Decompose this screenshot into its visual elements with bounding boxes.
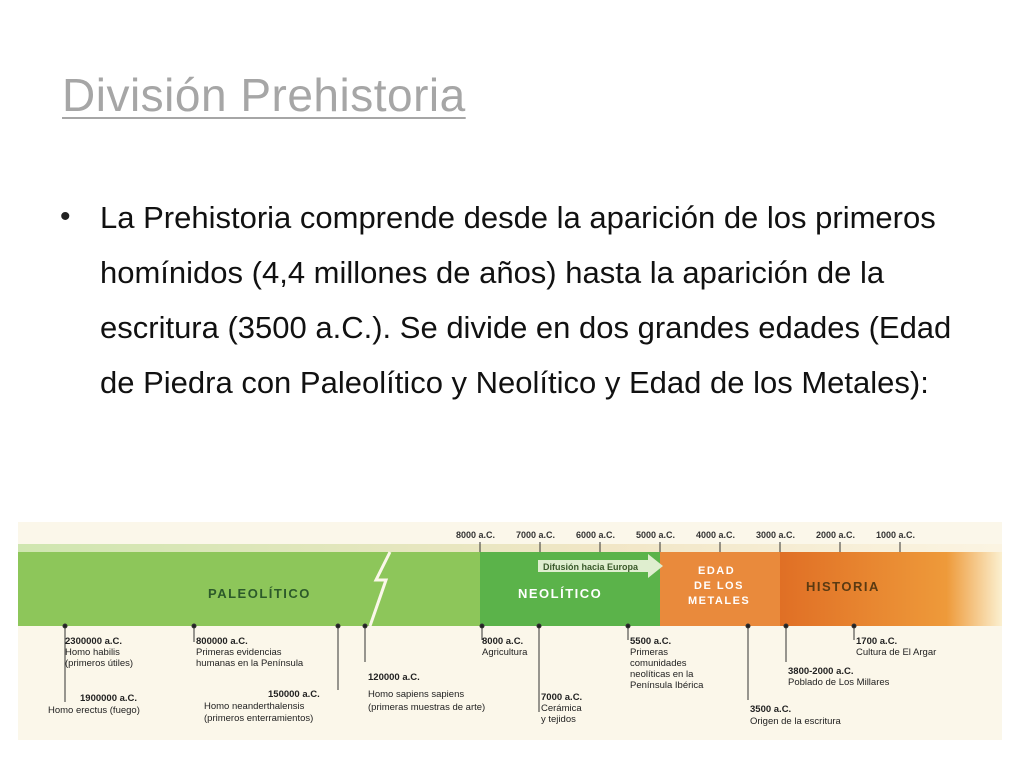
tick-label: 8000 a.C.	[456, 530, 496, 540]
tick-label: 6000 a.C.	[576, 530, 616, 540]
event-date: 3800-2000 a.C.	[788, 666, 854, 677]
event-text: Poblado de Los Millares	[788, 677, 890, 688]
bullet-dot-icon: •	[60, 200, 71, 233]
event-date: 2300000 a.C.	[65, 636, 123, 647]
event-date: 800000 a.C.	[196, 636, 248, 647]
event-date: 1700 a.C.	[856, 636, 898, 647]
event-date: 7000 a.C.	[541, 692, 583, 703]
prehistory-timeline-image	[18, 522, 1002, 740]
tick-label: 7000 a.C.	[516, 530, 556, 540]
slide-title: División Prehistoria	[62, 69, 466, 121]
metales-label-2: DE LOS	[694, 580, 744, 592]
event-text: humanas en la Península	[196, 658, 304, 669]
timeline-svg	[18, 522, 1002, 740]
event-text: Cerámica	[541, 703, 582, 714]
event-text: Primeras	[630, 647, 669, 658]
event-text: neolíticas en la	[630, 669, 694, 680]
paleolitico-label: PALEOLÍTICO	[208, 586, 311, 601]
tick-label: 1000 a.C.	[876, 530, 916, 540]
event-text: (primeros enterramientos)	[204, 713, 314, 724]
arrow-label: Difusión hacia Europa	[543, 562, 639, 572]
tick-label: 3000 a.C.	[756, 530, 796, 540]
historia-label: HISTORIA	[806, 579, 880, 594]
event-text: Península Ibérica	[630, 680, 704, 691]
neolitico-label: NEOLÍTICO	[518, 586, 603, 601]
event-text: Primeras evidencias	[196, 647, 282, 658]
event-text: y tejidos	[541, 714, 576, 725]
metales-label-1: EDAD	[698, 565, 736, 577]
event-date: 3500 a.C.	[750, 704, 792, 715]
event-date: 150000 a.C.	[268, 689, 320, 700]
event-date: 120000 a.C.	[368, 672, 420, 683]
event-text: Homo erectus (fuego)	[48, 705, 140, 716]
event-text: (primeras muestras de arte)	[368, 702, 486, 713]
event-text: Homo habilis	[65, 647, 120, 658]
event-text: Agricultura	[482, 647, 528, 658]
event-date: 5500 a.C.	[630, 636, 672, 647]
event-text: Cultura de El Argar	[856, 647, 937, 658]
tick-label: 2000 a.C.	[816, 530, 856, 540]
event-texts	[48, 636, 936, 727]
tick-label: 4000 a.C.	[696, 530, 736, 540]
paleolitico-band-right	[370, 552, 480, 626]
bullet-text: La Prehistoria comprende desde la aparición de los primeros homínidos (4,4 millones de años) hasta la aparición de la escritura (3500 a.C.). Se divide en dos grandes edades (Edad de Piedra con Paleolítico y Neolítico y Edad de los Metales):	[100, 200, 952, 400]
paleolitico-band	[18, 552, 390, 626]
event-text: Homo neanderthalensis	[204, 701, 305, 712]
event-text: Origen de la escritura	[750, 716, 841, 727]
tick-label: 5000 a.C.	[636, 530, 676, 540]
event-date: 1900000 a.C.	[80, 693, 138, 704]
event-date: 8000 a.C.	[482, 636, 524, 647]
event-text: (primeros útiles)	[65, 658, 134, 669]
event-text: comunidades	[630, 658, 687, 669]
metales-label-3: METALES	[688, 595, 751, 607]
top-strip	[18, 544, 1002, 552]
event-text: Homo sapiens sapiens	[368, 689, 465, 700]
